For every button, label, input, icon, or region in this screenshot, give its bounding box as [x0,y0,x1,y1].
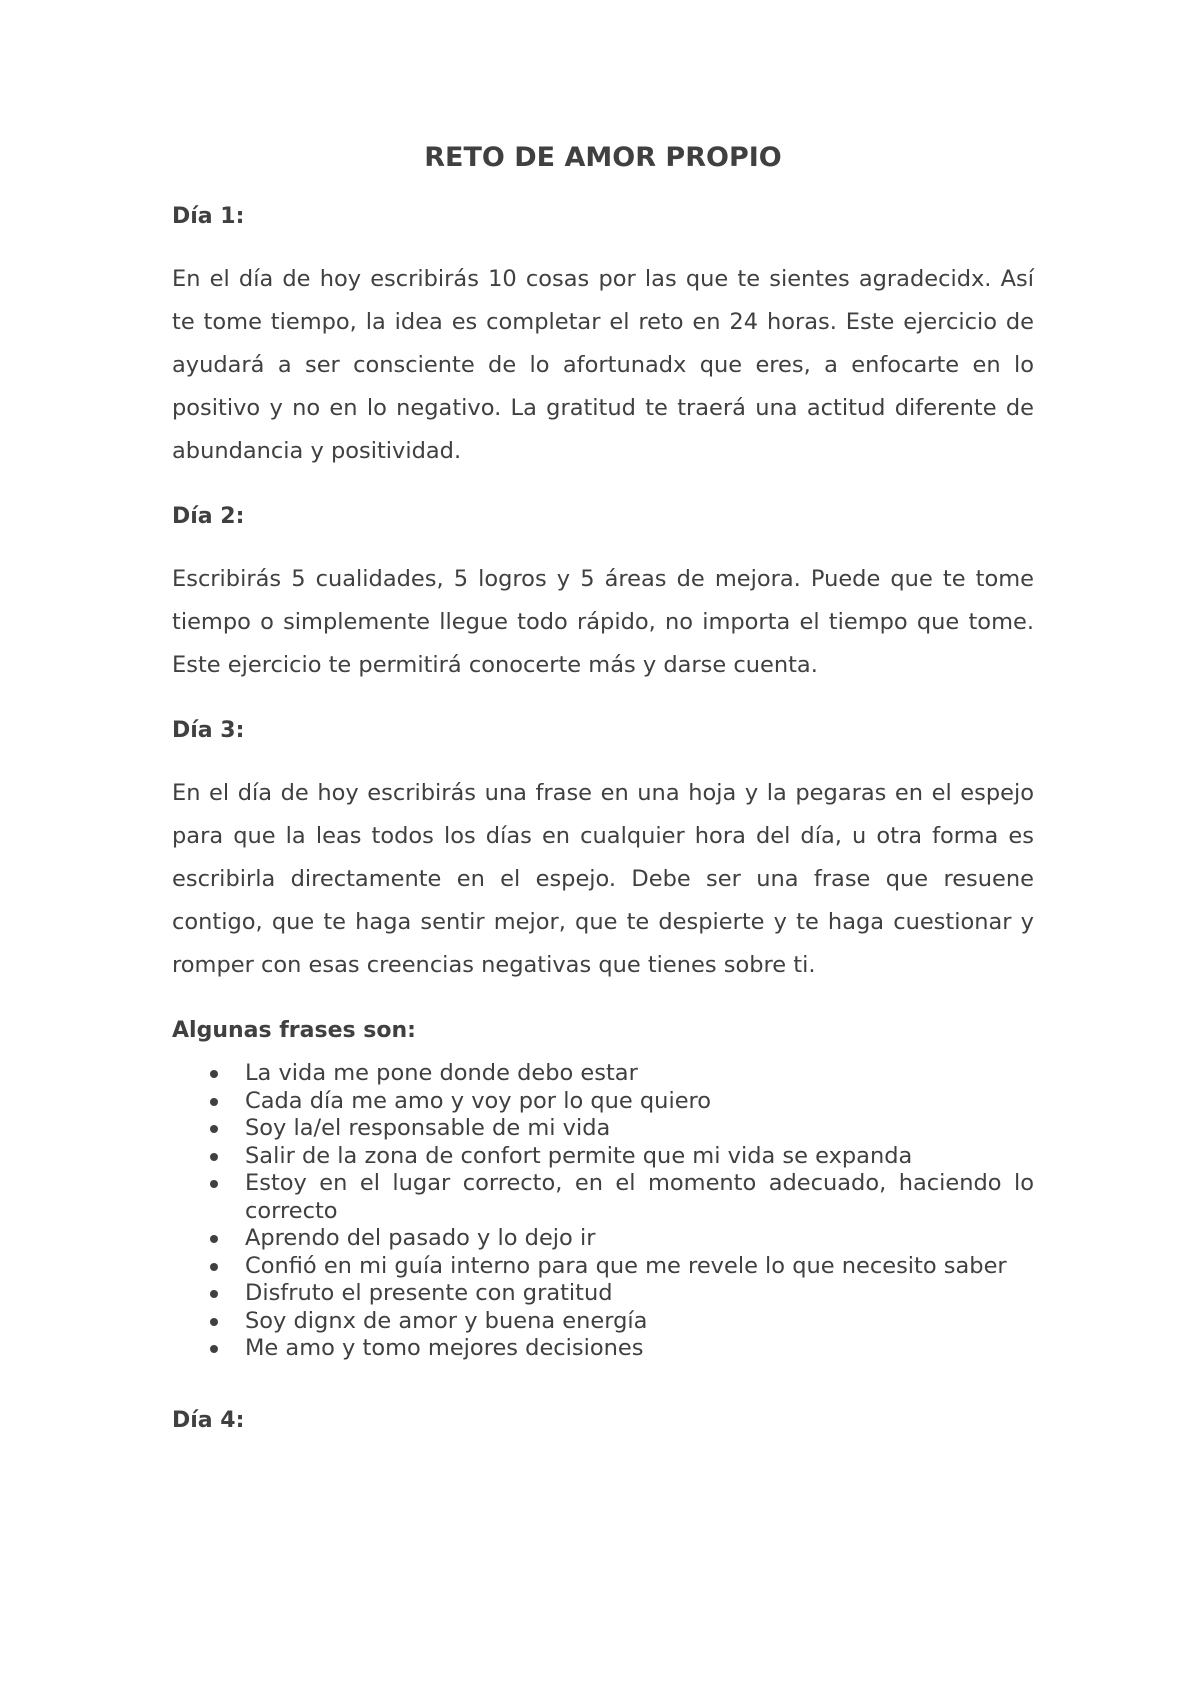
list-item-text: Cada día me amo y voy por lo que quiero [245,1087,712,1114]
list-item [172,1115,1034,1143]
list-item-text: Salir de la zona de confort permite que mi vida se expanda [245,1142,913,1169]
day-3-heading: Día 3: [172,718,245,743]
phrases-list [172,1060,1034,1363]
day-2-heading: Día 2: [172,504,245,529]
list-item-text: Confió en mi guía interno para que me revele lo que necesito saber [245,1252,1007,1279]
bullet-icon [210,1070,218,1078]
day-1-paragraph: En el día de hoy escribirás 10 cosas por las que te sientes agradecidx. Así te tome tiempo, la idea es completar el reto en 24 horas. Este ejercicio de ayudará a ser consciente de lo afortunadx que eres, a enfocarte en lo positivo y no en lo negativo. La gratitud te traerá una actitud diferente de abundancia y positividad. [172,266,1034,464]
day-1-heading: Día 1: [172,204,245,229]
list-item-text: Soy la/el responsable de mi vida [245,1115,611,1141]
list-item-text: Disfruto el presente con gratitud [245,1280,613,1306]
phrases-heading: Algunas frases son: [172,1018,416,1043]
list-item-text: La vida me pone donde debo estar [245,1060,638,1086]
list-item-text: Aprendo del pasado y lo dejo ir [245,1225,596,1251]
list-item-text: Estoy en el lugar correcto, en el momento adecuado, haciendo lo correcto [245,1170,1034,1224]
list-item-text: Soy dignx de amor y buena energía [245,1307,648,1334]
list-item-text: Me amo y tomo mejores decisiones [245,1335,644,1361]
bullet-icon [210,1263,218,1271]
day-4-heading: Día 4: [172,1407,245,1433]
list-item [172,1253,1034,1281]
bullet-icon [210,1290,218,1298]
bullet-icon [210,1180,218,1188]
document-title: RETO DE AMOR PROPIO [424,142,782,173]
list-item [172,1280,1034,1308]
list-item [172,1308,1034,1336]
bullet-icon [210,1125,218,1133]
bullet-icon [210,1318,218,1326]
list-item [172,1088,1034,1116]
day-2-paragraph: Escribirás 5 cualidades, 5 logros y 5 áreas de mejora. Puede que te tome tiempo o simplemente llegue todo rápido, no importa el tiempo que tome. Este ejercicio te permitirá conocerte más y darse cuenta. [172,566,1034,678]
list-item [172,1170,1034,1225]
document-page [172,130,1034,1442]
list-item [172,1335,1034,1363]
list-item [172,1143,1034,1171]
bullet-icon [210,1098,218,1106]
bullet-icon [210,1235,218,1243]
bullet-icon [210,1345,218,1353]
list-item [172,1225,1034,1253]
day-3-paragraph: En el día de hoy escribirás una frase en una hoja y la pegaras en el espejo para que la leas todos los días en cualquier hora del día, u otra forma es escribirla directamente en el espejo. Debe ser una frase que resuene contigo, que te haga sentir mejor, que te despierte y te haga cuestionar y romper con esas creencias negativas que tienes sobre ti. [172,780,1034,978]
list-item [172,1060,1034,1088]
bullet-icon [210,1153,218,1161]
